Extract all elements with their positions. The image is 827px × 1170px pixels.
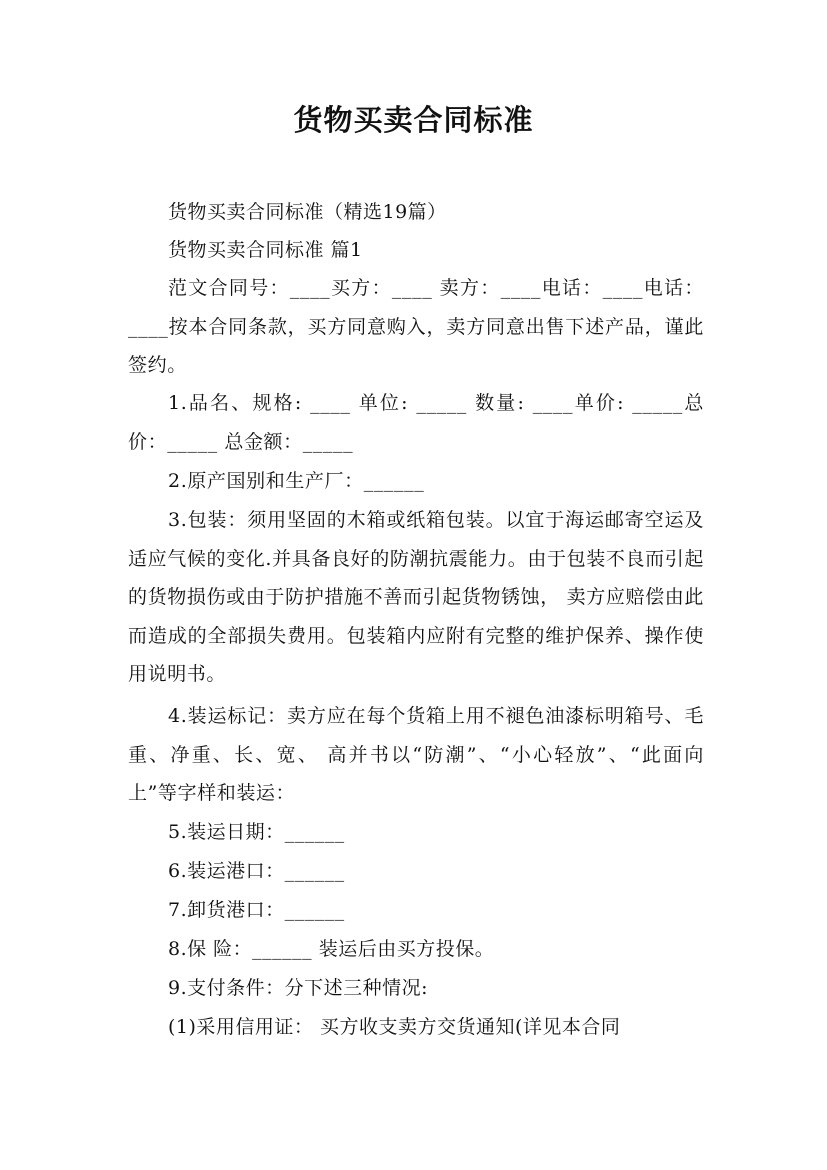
item-4-paragraph: 4.装运标记：卖方应在每个货箱上用不褪色油漆标明箱号、毛重、净重、长、宽、 高并书以“防潮”、“小心轻放”、“此面向上”等字样和装运： bbox=[128, 705, 704, 804]
intro-paragraph: 范文合同号：____买方：____ 卖方：____电话：____电话：____按本合同条款，买方同意购入，卖方同意出售下述产品，谨此签约。 bbox=[128, 277, 704, 376]
document-title: 货物买卖合同标准 bbox=[293, 103, 534, 137]
item-6-line: 6.装运港口：______ bbox=[168, 860, 345, 882]
item-5-line: 5.装运日期：______ bbox=[168, 821, 345, 843]
document-subtitle: 货物买卖合同标准（精选19篇） bbox=[168, 201, 447, 223]
item-3-paragraph: 3.包装：须用坚固的木箱或纸箱包装。以宜于海运邮寄空运及适应气候的变化.并具备良好的防潮抗震能力。由于包装不良而引起的货物损伤或由于防护措施不善而引起货物锈蚀， 卖方应赔偿由此而造成的全部损失费用。包装箱内应附有完整的维护保养、操作使用说明书。 bbox=[128, 509, 704, 685]
item-9-1-line: (1)采用信用证： 买方收支卖方交货通知(详见本合同 bbox=[168, 1016, 621, 1038]
item-2-paragraph: 2.原产国别和生产厂：______ bbox=[168, 470, 425, 492]
item-8-line: 8.保 险：______ 装运后由买方投保。 bbox=[168, 938, 495, 960]
section-heading: 货物买卖合同标准 篇1 bbox=[168, 239, 363, 261]
item-9-line: 9.支付条件：分下述三种情况: bbox=[168, 977, 429, 999]
item-1-paragraph: 1.品名、规格: ____ 单位: _____ 数量: ____单价: _____总价：_____ 总金额：_____ bbox=[128, 392, 704, 453]
item-7-line: 7.卸货港口：______ bbox=[168, 899, 345, 921]
